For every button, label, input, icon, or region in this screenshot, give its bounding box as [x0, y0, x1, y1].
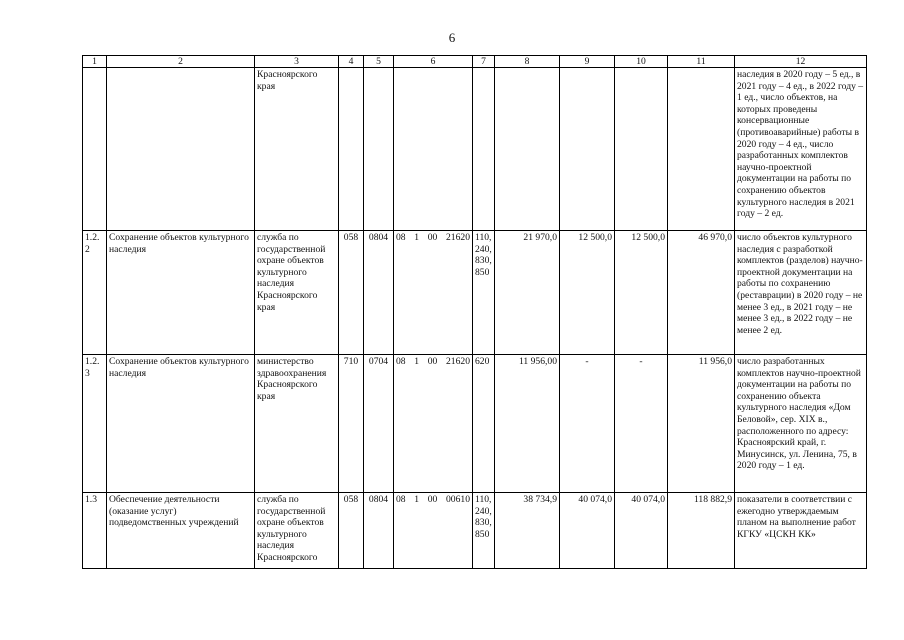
header-col-2: 2: [107, 56, 255, 68]
cell-2020: 21 970,0: [495, 231, 560, 355]
kcsr-part: 1: [414, 232, 420, 243]
cell-2022: [615, 68, 668, 231]
cell-rzpr: 0704: [364, 355, 394, 493]
header-col-12: 12: [735, 56, 867, 68]
table-row: [83, 231, 867, 355]
kcsr-part: 00: [427, 232, 438, 243]
cell-vr: 620: [473, 355, 495, 493]
cell-2022: 40 074,0: [615, 493, 668, 569]
table-row: [83, 355, 867, 493]
header-col-9: 9: [560, 56, 615, 68]
kcsr-part: 00610: [446, 494, 470, 505]
cell-rzpr: 0804: [364, 493, 394, 569]
kcsr-part: 08: [396, 494, 406, 505]
cell-rzpr: 0804: [364, 231, 394, 355]
table-row: [83, 493, 867, 569]
cell-total: [668, 68, 735, 231]
cell-name: Обеспечение деятельности (оказание услуг) подведомственных учреждений: [107, 493, 255, 569]
cell-grbs: 058: [339, 493, 364, 569]
kcsr-part: 21620: [446, 232, 470, 243]
cell-result: число разработанных комплектов научно-проектной документации на работы по сохранению объекта культурного наследия «Дом Беловой», сер. XIX в., расположенного по адресу: Красноярский край, г. Минусинск, ул. Ленина, 75, в 2020 году – 1 ед.: [735, 355, 867, 493]
cell-2022: 12 500,0: [615, 231, 668, 355]
cell-2020: 38 734,9: [495, 493, 560, 569]
cell-executor: Красноярского края: [255, 68, 339, 231]
cell-num: 1.3: [83, 493, 107, 569]
cell-num: [83, 68, 107, 231]
cell-2021: 12 500,0: [560, 231, 615, 355]
cell-2021: -: [560, 355, 615, 493]
cell-num: 1.2.2: [83, 231, 107, 355]
cell-2021: 40 074,0: [560, 493, 615, 569]
cell-result: наследия в 2020 году – 5 ед., в 2021 году – 4 ед., в 2022 году – 1 ед., число объектов, на которых проведены консервационные (противоаварийные) работы в 2020 году – 4 ед., число разработанных комплектов научно-проектной документации на работы по сохранению объектов культурного наследия в 2021 году – 2 ед.: [735, 68, 867, 231]
cell-total: 118 882,9: [668, 493, 735, 569]
cell-executor: служба по государственной охране объектов культурного наследия Красноярского края: [255, 231, 339, 355]
header-col-5: 5: [364, 56, 394, 68]
cell-vr: [473, 68, 495, 231]
kcsr-part: 00: [427, 494, 438, 505]
header-col-4: 4: [339, 56, 364, 68]
cell-result: число объектов культурного наследия с разработкой комплектов (разделов) научно-проектной документации на работы по сохранению (реставрации) в 2020 году – не менее 3 ед., в 2021 году – не менее 3 ед., в 2022 году – не менее 2 ед.: [735, 231, 867, 355]
cell-name: Сохранение объектов культурного наследия: [107, 355, 255, 493]
cell-rzpr: [364, 68, 394, 231]
cell-2020: 11 956,00: [495, 355, 560, 493]
header-col-10: 10: [615, 56, 668, 68]
cell-2020: [495, 68, 560, 231]
cell-grbs: 058: [339, 231, 364, 355]
kcsr-part: 08: [396, 232, 406, 243]
header-row: [83, 56, 867, 68]
kcsr-part: 21620: [446, 356, 470, 367]
cell-kcsr: [394, 68, 473, 231]
kcsr-part: 1: [414, 356, 420, 367]
page-number: 6: [448, 30, 456, 45]
cell-num: 1.2.3: [83, 355, 107, 493]
cell-result: показатели в соответствии с ежегодно утверждаемым планом на выполнение работ КГКУ «ЦСКН КК»: [735, 493, 867, 569]
cell-name: Сохранение объектов культурного наследия: [107, 231, 255, 355]
kcsr-part: 08: [396, 356, 406, 367]
cell-grbs: [339, 68, 364, 231]
cell-kcsr: [394, 355, 473, 493]
cell-grbs: 710: [339, 355, 364, 493]
table-row: [83, 68, 867, 231]
kcsr-part: 00: [427, 356, 438, 367]
header-col-7: 7: [473, 56, 495, 68]
program-table: [82, 55, 867, 569]
header-col-8: 8: [495, 56, 560, 68]
cell-total: 11 956,0: [668, 355, 735, 493]
header-col-6: 6: [394, 56, 473, 68]
cell-executor: служба по государственной охране объектов культурного наследия Красноярского: [255, 493, 339, 569]
cell-vr: 110, 240, 830, 850: [473, 231, 495, 355]
cell-name: [107, 68, 255, 231]
cell-total: 46 970,0: [668, 231, 735, 355]
cell-kcsr: [394, 231, 473, 355]
cell-2022: -: [615, 355, 668, 493]
cell-kcsr: [394, 493, 473, 569]
kcsr-part: 1: [414, 494, 420, 505]
header-col-1: 1: [83, 56, 107, 68]
cell-executor: министерство здравоохранения Красноярского края: [255, 355, 339, 493]
cell-2021: [560, 68, 615, 231]
header-col-3: 3: [255, 56, 339, 68]
header-col-11: 11: [668, 56, 735, 68]
cell-vr: 110, 240, 830, 850: [473, 493, 495, 569]
